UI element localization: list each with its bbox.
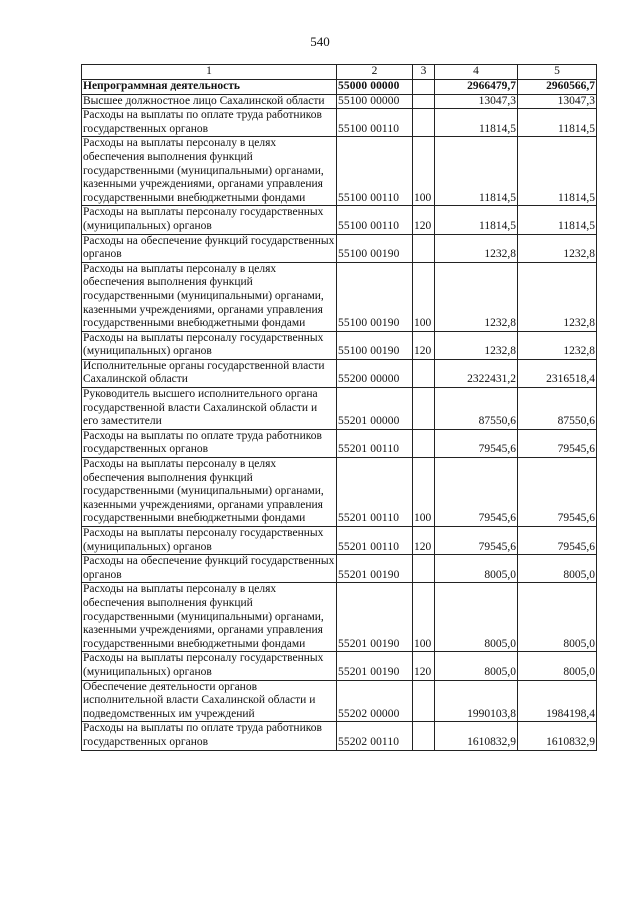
row-value-col4: 2322431,2 [435, 359, 518, 387]
row-value-col4: 1990103,8 [435, 680, 518, 722]
table-row [82, 331, 597, 359]
row-code: 55201 00190 [337, 583, 413, 652]
row-code: 55100 00190 [337, 331, 413, 359]
row-expense-type: 100 [413, 137, 435, 206]
table-row [82, 388, 597, 430]
row-expense-type: 120 [413, 331, 435, 359]
row-name: Расходы на выплаты персоналу в целях обеспечения выполнения функций государственными (муниципальными) органами, казенными учреждениями, органами управления государственными внебюджетными фондами [82, 458, 337, 527]
row-value-col5: 1984198,4 [518, 680, 597, 722]
row-expense-type: 100 [413, 583, 435, 652]
row-value-col4: 1232,8 [435, 234, 518, 262]
table-row [82, 234, 597, 262]
row-code: 55100 00110 [337, 137, 413, 206]
row-name: Расходы на выплаты по оплате труда работников государственных органов [82, 722, 337, 750]
row-expense-type [413, 80, 435, 95]
row-value-col4: 79545,6 [435, 429, 518, 457]
table-row [82, 680, 597, 722]
row-value-col5: 11814,5 [518, 137, 597, 206]
row-expense-type: 120 [413, 206, 435, 234]
row-code: 55201 00000 [337, 388, 413, 430]
row-expense-type [413, 234, 435, 262]
row-value-col5: 79545,6 [518, 458, 597, 527]
table-row [82, 262, 597, 331]
row-value-col4: 11814,5 [435, 206, 518, 234]
table-row [82, 137, 597, 206]
column-header-1: 1 [82, 65, 337, 80]
row-value-col4: 11814,5 [435, 109, 518, 137]
row-expense-type [413, 109, 435, 137]
row-value-col5: 1232,8 [518, 234, 597, 262]
row-code: 55201 00110 [337, 527, 413, 555]
table-row [82, 583, 597, 652]
table-row [82, 109, 597, 137]
row-value-col5: 87550,6 [518, 388, 597, 430]
row-name: Расходы на выплаты персоналу государственных (муниципальных) органов [82, 652, 337, 680]
row-expense-type [413, 388, 435, 430]
row-value-col5: 79545,6 [518, 429, 597, 457]
budget-table-body [82, 65, 597, 751]
row-expense-type: 100 [413, 458, 435, 527]
row-name: Непрограммная деятельность [82, 80, 337, 95]
row-value-col5: 13047,3 [518, 94, 597, 109]
row-code: 55100 00110 [337, 206, 413, 234]
row-value-col5: 8005,0 [518, 652, 597, 680]
row-value-col4: 1232,8 [435, 331, 518, 359]
row-name: Расходы на выплаты персоналу в целях обеспечения выполнения функций государственными (муниципальными) органами, казенными учреждениями, органами управления государственными внебюджетными фондами [82, 583, 337, 652]
row-value-col4: 13047,3 [435, 94, 518, 109]
row-expense-type [413, 429, 435, 457]
table-row [82, 80, 597, 95]
row-value-col4: 1610832,9 [435, 722, 518, 750]
row-name: Расходы на выплаты персоналу в целях обеспечения выполнения функций государственными (муниципальными) органами, казенными учреждениями, органами управления государственными внебюджетными фондами [82, 262, 337, 331]
row-expense-type [413, 94, 435, 109]
column-header-5: 5 [518, 65, 597, 80]
row-expense-type [413, 555, 435, 583]
row-value-col4: 79545,6 [435, 458, 518, 527]
table-row [82, 722, 597, 750]
row-code: 55201 00110 [337, 429, 413, 457]
row-value-col5: 11814,5 [518, 109, 597, 137]
row-code: 55000 00000 [337, 80, 413, 95]
table-row [82, 206, 597, 234]
row-expense-type [413, 680, 435, 722]
row-name: Расходы на обеспечение функций государственных органов [82, 234, 337, 262]
table-header-row [82, 65, 597, 80]
row-expense-type: 120 [413, 527, 435, 555]
row-code: 55100 00190 [337, 262, 413, 331]
column-header-4: 4 [435, 65, 518, 80]
row-value-col5: 8005,0 [518, 555, 597, 583]
row-code: 55100 00190 [337, 234, 413, 262]
row-expense-type [413, 722, 435, 750]
row-value-col4: 87550,6 [435, 388, 518, 430]
column-header-3: 3 [413, 65, 435, 80]
row-value-col5: 1232,8 [518, 262, 597, 331]
row-expense-type: 120 [413, 652, 435, 680]
row-value-col5: 11814,5 [518, 206, 597, 234]
row-code: 55201 00110 [337, 458, 413, 527]
column-header-2: 2 [337, 65, 413, 80]
row-name: Расходы на выплаты по оплате труда работников государственных органов [82, 109, 337, 137]
row-name: Расходы на выплаты по оплате труда работников государственных органов [82, 429, 337, 457]
row-expense-type: 100 [413, 262, 435, 331]
row-value-col5: 1610832,9 [518, 722, 597, 750]
row-value-col5: 2960566,7 [518, 80, 597, 95]
row-value-col4: 8005,0 [435, 652, 518, 680]
row-value-col4: 11814,5 [435, 137, 518, 206]
row-code: 55201 00190 [337, 555, 413, 583]
row-value-col4: 79545,6 [435, 527, 518, 555]
table-row [82, 527, 597, 555]
row-code: 55202 00110 [337, 722, 413, 750]
row-name: Высшее должностное лицо Сахалинской области [82, 94, 337, 109]
row-name: Исполнительные органы государственной власти Сахалинской области [82, 359, 337, 387]
row-code: 55100 00110 [337, 109, 413, 137]
row-name: Расходы на выплаты персоналу государственных (муниципальных) органов [82, 527, 337, 555]
row-value-col5: 79545,6 [518, 527, 597, 555]
row-name: Расходы на обеспечение функций государственных органов [82, 555, 337, 583]
row-name: Расходы на выплаты персоналу государственных (муниципальных) органов [82, 206, 337, 234]
row-name: Расходы на выплаты персоналу государственных (муниципальных) органов [82, 331, 337, 359]
row-value-col4: 2966479,7 [435, 80, 518, 95]
row-code: 55100 00000 [337, 94, 413, 109]
table-row [82, 652, 597, 680]
row-value-col5: 8005,0 [518, 583, 597, 652]
row-value-col4: 8005,0 [435, 555, 518, 583]
table-row [82, 429, 597, 457]
page-number: 540 [310, 34, 330, 49]
row-value-col4: 1232,8 [435, 262, 518, 331]
row-expense-type [413, 359, 435, 387]
table-row [82, 94, 597, 109]
row-code: 55201 00190 [337, 652, 413, 680]
row-value-col4: 8005,0 [435, 583, 518, 652]
table-row [82, 458, 597, 527]
row-value-col5: 1232,8 [518, 331, 597, 359]
row-code: 55200 00000 [337, 359, 413, 387]
row-code: 55202 00000 [337, 680, 413, 722]
table-row [82, 359, 597, 387]
row-name: Расходы на выплаты персоналу в целях обеспечения выполнения функций государственными (муниципальными) органами, казенными учреждениями, органами управления государственными внебюджетными фондами [82, 137, 337, 206]
table-row [82, 555, 597, 583]
row-name: Руководитель высшего исполнительного органа государственной власти Сахалинской области и его заместители [82, 388, 337, 430]
row-value-col5: 2316518,4 [518, 359, 597, 387]
budget-table [81, 64, 597, 751]
row-name: Обеспечение деятельности органов исполнительной власти Сахалинской области и подведомственных им учреждений [82, 680, 337, 722]
